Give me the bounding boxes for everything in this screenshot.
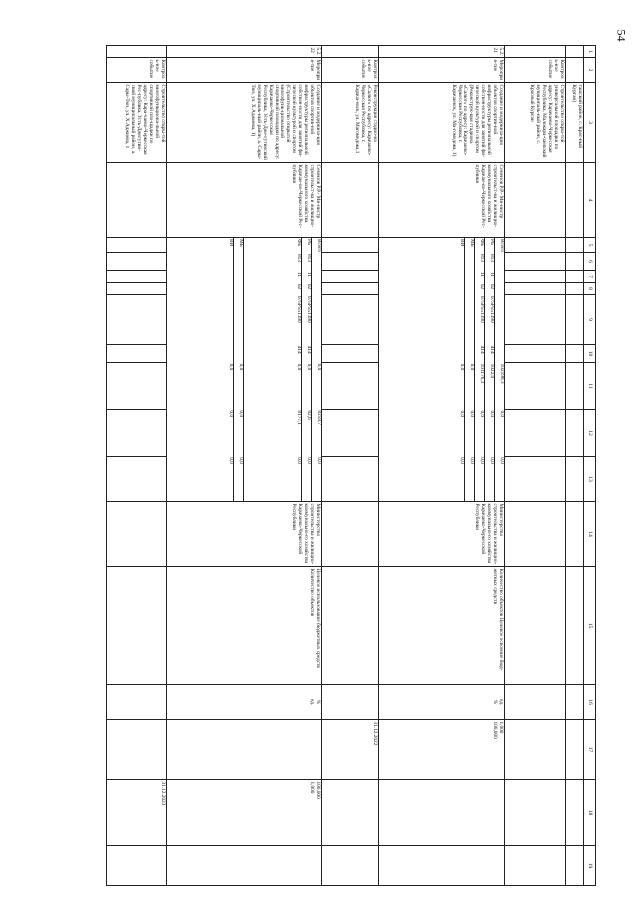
amount-col12: 0,0 [234, 409, 244, 456]
funding-spacer [244, 238, 293, 501]
ministry-name: Министерство строительства и жилищно-коммунально-го хозяйства Карачаево-Черкесской Республики [379, 502, 505, 567]
values-cell-empty [167, 720, 322, 780]
amount-col13: 0,0 [292, 456, 302, 501]
amount-col12: 0,0 [499, 410, 505, 418]
values-cell [167, 780, 322, 846]
header-cell: 6 [584, 253, 596, 271]
amount-col13: 0,0 [455, 456, 465, 501]
pr-code [455, 283, 465, 295]
header-cell: 19 [584, 846, 596, 886]
header-row [584, 46, 596, 886]
rz-code [234, 271, 244, 283]
measure-name: Создание и модерниза-ция объектов спортив-ной инфраструктуры региональной собствен-ности для занятий фи-зической культурой и спортом (Строительство открытой многофунк-циональной спортивной площадки по адресу: Карачаево-Черкесская Республика, Усть-Дже-гутинский муниципаль-ный район, а. Сары-Тюз, ул. Х.Аджиева, 1) [167, 83, 322, 163]
header-cell: 5 [584, 238, 596, 253]
amount-col12: 0,0 [475, 409, 485, 456]
measure-type: Мероприя-тие [167, 58, 322, 83]
rz-code: 11 [302, 271, 312, 283]
control-event-row [107, 46, 167, 886]
funding-table [224, 238, 321, 501]
funding-row [312, 238, 322, 501]
csr-code: 075P551390 [485, 295, 495, 345]
page-number: 54 [614, 29, 629, 42]
amount-col13: 0,0 [499, 457, 505, 464]
responsible-person: Семенов Р.Р.- Ми-нистр строительст-ва и жилищно-коммунального хозяйства Карачае-во-Черкесской Рес-публики [167, 163, 322, 238]
amount-col12: 8259,7 [316, 410, 322, 425]
funding-source: РБ [485, 238, 495, 253]
rz-code [465, 271, 475, 283]
header-cell: 14 [584, 502, 596, 567]
csr-code [312, 295, 322, 345]
header-cell: 12 [584, 410, 596, 457]
funding-source: ВИ [224, 238, 234, 253]
indicator-name: Количество объектов Целевое освоение бюд-жетных средств [379, 567, 505, 685]
values-cell [379, 720, 505, 780]
amount-col12: 82,6 [302, 409, 312, 456]
vr-code: 414 [475, 345, 485, 363]
funding-source: Всего [499, 239, 505, 252]
unit-label: ед. [498, 698, 504, 706]
header-cell: 7 [584, 271, 596, 283]
measure-type: Мероприя-тие [379, 58, 505, 83]
vr-code [312, 345, 322, 363]
rz-code [224, 271, 234, 283]
pr-code: 02 [302, 283, 312, 295]
csr-code [495, 295, 505, 345]
amount-col13: 0,0 [485, 456, 495, 501]
vr-code [455, 345, 465, 363]
pr-code [312, 283, 322, 295]
event-name: ташский район, с. Крас-ный Курган) [566, 83, 584, 163]
gr-code: 813 [475, 253, 485, 271]
amount-col11: 0,0 [234, 363, 244, 410]
vr-code [234, 345, 244, 363]
amount-col12: 0,0 [224, 409, 234, 456]
rotated-table-page [50, 45, 596, 885]
funding-table [455, 238, 504, 501]
amount-col11: 0,0 [316, 363, 322, 371]
funding-row [224, 238, 234, 501]
control-event-row [505, 46, 566, 886]
gr-code: 813 [302, 253, 312, 271]
amount-col11: 0,0 [455, 363, 465, 410]
header-cell: 13 [584, 457, 596, 502]
funding-source: ВИ [455, 238, 465, 253]
program-table [106, 45, 596, 886]
funding-row [485, 238, 495, 501]
event-type: Контроль-ное событие [107, 58, 167, 83]
header-cell: 9 [584, 295, 596, 345]
gr-code [465, 253, 475, 271]
ministry-name: Министерство строительства и жилищно-коммунально-го хозяйства Карачаево-Черкесской Республики [167, 502, 322, 567]
unit-label: % [492, 699, 499, 705]
funding-row [302, 238, 312, 501]
measure-name: Создание и модерниза-ция объектов спортив-ной инфраструктуры региональной собствен-ности для занятий фи-зической культурой и спортом (Реконструк-ция стадиона «Салют» по адресу: Карачаево-Черкесская Республика, г. Карачаевск, ул. Ма-гомедова, 1) [379, 83, 505, 163]
vr-code [495, 345, 505, 363]
event-date: 31.12.2023 [107, 780, 167, 846]
measure-row [167, 46, 322, 886]
funding-source: МБ [234, 238, 244, 253]
indicator-value: 1,000 [309, 781, 316, 794]
header-cell: 18 [584, 780, 596, 846]
units-cell [167, 685, 322, 720]
amount-col12: 8177,1 [292, 409, 302, 456]
vr-code: 414 [485, 345, 495, 363]
vr-code: 414 [302, 345, 312, 363]
gr-code: 813 [292, 253, 302, 271]
measure-number: 5.2.21 [379, 46, 505, 58]
pr-code [495, 283, 505, 295]
pr-code [224, 283, 234, 295]
pr-code: 02 [292, 283, 302, 295]
funding-source: МБ [465, 238, 475, 253]
rz-code [495, 271, 505, 283]
amount-col13: 0,0 [475, 456, 485, 501]
rz-code [455, 271, 465, 283]
control-event-row [322, 46, 379, 886]
funding-source: ФБ [292, 238, 302, 253]
header-cell: 11 [584, 363, 596, 410]
event-name: Строительство откры-той универсальной площадки по адресу: Карачаево-Черкесская Республика, Малокара-чаевский муниципаль-ный район, с. Красный Курган [505, 83, 566, 163]
amount-col13: 0,0 [302, 456, 312, 501]
vr-code: 414 [292, 345, 302, 363]
gr-code [455, 253, 465, 271]
header-cell: 8 [584, 283, 596, 295]
rz-code [312, 271, 322, 283]
funding-row [465, 238, 475, 501]
gr-code: 813 [485, 253, 495, 271]
rz-code: 11 [475, 271, 485, 283]
gr-code [224, 253, 234, 271]
rz-code: 11 [485, 271, 495, 283]
indicator-value: 100,000 [492, 721, 499, 739]
continuation-row [566, 46, 584, 886]
gr-code [312, 253, 322, 271]
vr-code [465, 345, 475, 363]
amount-col12: 0,0 [465, 409, 475, 456]
funding-row [234, 238, 244, 501]
funding-source: Всего [316, 239, 322, 252]
csr-code: 075P551390 [302, 295, 312, 345]
measure-number: 5.2.22 [167, 46, 322, 58]
amount-col13: 0,0 [316, 457, 322, 464]
funding-row [495, 238, 505, 501]
amount-col11: 0,0 [302, 363, 312, 410]
funding-source: ФБ [475, 238, 485, 253]
funding-block [379, 238, 505, 502]
indicator-name: Целевое использование бюджетных средств Количество объектов [167, 567, 322, 685]
event-name: Реконструкция стадио-на «Салют» по адресу: Карачаево-Черкесская Республика, г. Карача-евск, ул. Магомедова,1 [322, 83, 379, 163]
header-cell: 15 [584, 567, 596, 685]
event-type: Контроль-ное событие [322, 58, 379, 83]
header-cell: 10 [584, 345, 596, 363]
csr-code: 075P551390 [292, 295, 302, 345]
header-cell: 17 [584, 720, 596, 780]
header-cell: 4 [584, 163, 596, 238]
amount-col11: 0,0 [465, 363, 475, 410]
amount-col12: 0,0 [455, 409, 465, 456]
pr-code: 02 [485, 283, 495, 295]
unit-label: % [315, 699, 321, 705]
header-cell: 3 [584, 83, 596, 163]
header-cell: 1 [584, 46, 596, 58]
vr-code [224, 345, 234, 363]
event-date: 31.12.2022 [322, 720, 379, 780]
responsible-person: Семенов Р.Р.- Ми-нистр строительст-ва и жилищно-коммунального хозяйства Карачае-во-Черкесской Рес-публики [379, 163, 505, 238]
amount-col13: 0,0 [234, 456, 244, 501]
indicator-value: 100,000 [315, 781, 321, 799]
measure-row [379, 46, 505, 886]
csr-code: 075P551390 [475, 295, 485, 345]
funding-row [455, 238, 465, 501]
unit-label: ед. [309, 698, 316, 706]
indicator-value: 1,000 [498, 721, 504, 734]
header-cell: 2 [584, 58, 596, 83]
gr-code [495, 253, 505, 271]
units-cell [379, 685, 505, 720]
pr-code [465, 283, 475, 295]
event-name: Строительство откры-той многофункциона-льной спортивной пло-щадки по адресу: Кара-чаево-Черкесская Рес-публика, Усть-Джегутин-ский муниципальный район, а. Сары-Тюз, ул. Х.Аджиева, 1 [107, 83, 167, 163]
pr-code: 02 [475, 283, 485, 295]
funding-row [292, 238, 302, 501]
amount-col11: 102198,3 [499, 363, 505, 384]
funding-row [475, 238, 485, 501]
gr-code [234, 253, 244, 271]
amount-col11: 0,0 [224, 363, 234, 410]
amount-col13: 0,0 [465, 456, 475, 501]
amount-col11: 0,0 [292, 363, 302, 410]
event-type: Контроль-ное событие [505, 58, 566, 83]
csr-code [234, 295, 244, 345]
amount-col11: 101176,3 [475, 363, 485, 410]
funding-block [167, 238, 322, 502]
pr-code [234, 283, 244, 295]
csr-code [455, 295, 465, 345]
csr-code [224, 295, 234, 345]
amount-col13: 0,0 [224, 456, 234, 501]
csr-code [465, 295, 475, 345]
header-cell: 16 [584, 685, 596, 720]
amount-col11: 1022,0 [485, 363, 495, 410]
amount-col12: 0,0 [485, 409, 495, 456]
rz-code: 11 [292, 271, 302, 283]
funding-source: РБ [302, 238, 312, 253]
